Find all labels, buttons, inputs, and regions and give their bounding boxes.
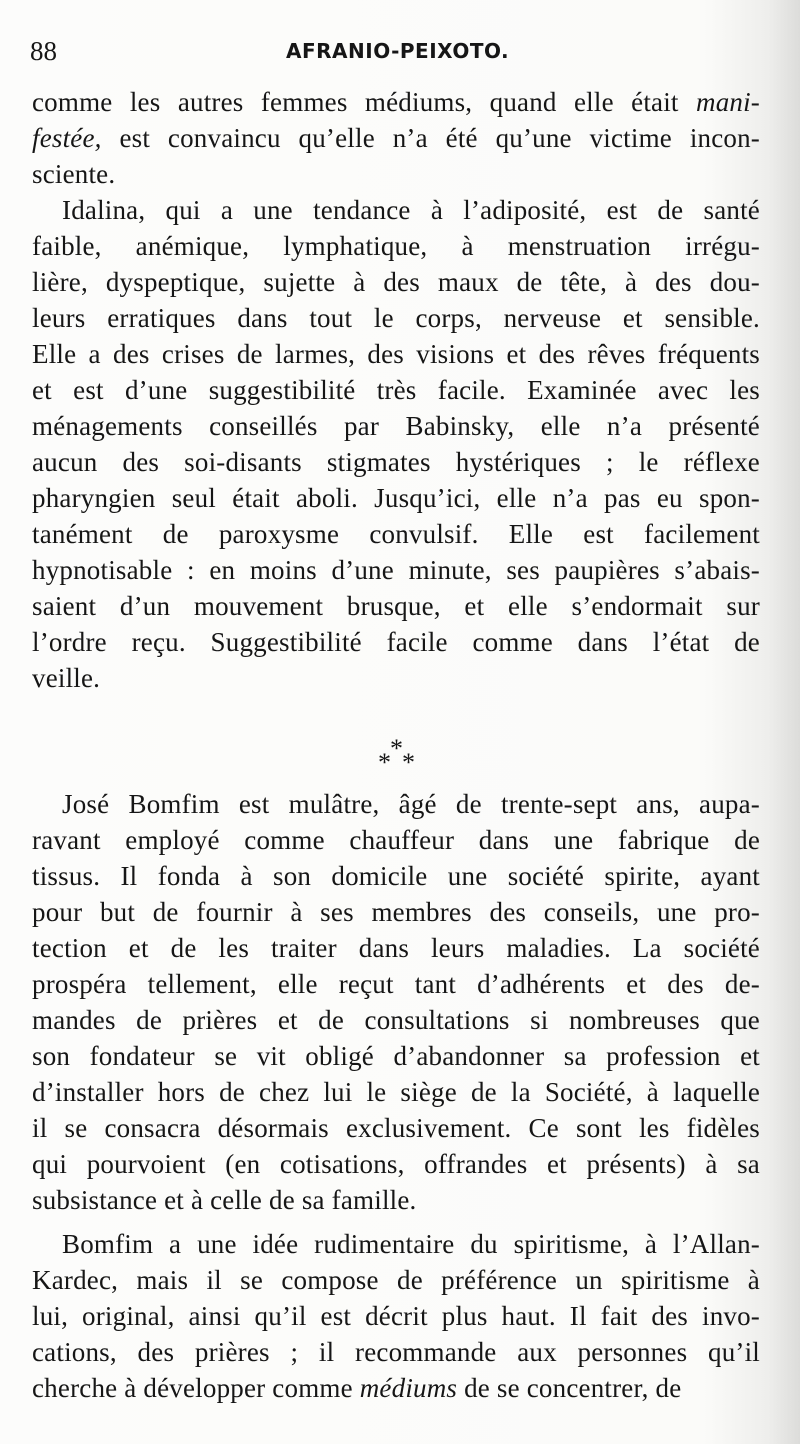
italic-segment: mani- <box>696 87 760 117</box>
text-line <box>32 624 760 660</box>
text-line <box>32 552 760 588</box>
text-line <box>62 1226 760 1262</box>
text-segment: leurs erratiques dans tout le corps, nerveuse et sensible. <box>32 303 760 333</box>
text-line <box>32 1334 760 1370</box>
text-line <box>32 372 760 408</box>
text-line <box>32 1182 760 1218</box>
text-line <box>32 858 760 894</box>
text-segment: sciente. <box>32 159 116 189</box>
text-line <box>32 336 760 372</box>
text-line <box>32 1262 760 1298</box>
text-segment: et est d’une suggestibilité très facile. Examinée avec les <box>32 375 760 405</box>
text-line <box>32 894 760 930</box>
text-segment: ravant employé comme chauffeur dans une fabrique de <box>32 825 760 855</box>
text-line <box>32 264 760 300</box>
text-line <box>32 1038 760 1074</box>
text-line <box>32 516 760 552</box>
text-line <box>32 822 760 858</box>
text-line <box>32 1074 760 1110</box>
text-segment: Kardec, mais il se compose de préférence un spiritisme à <box>32 1265 760 1295</box>
text-line <box>32 300 760 336</box>
page-header <box>30 36 770 72</box>
text-segment: cherche à développer comme <box>32 1373 360 1403</box>
text-segment: ménagements conseillés par Babinsky, elle n’a présenté <box>32 411 760 441</box>
text-segment: hypnotisable : en moins d’une minute, ses paupières s’abais- <box>32 555 760 585</box>
text-segment: cations, des prières ; il recommande aux personnes qu’il <box>32 1337 760 1367</box>
text-segment: prospéra tellement, elle reçut tant d’adhérents et des de- <box>32 969 760 999</box>
text-segment: comme les autres femmes médiums, quand elle était <box>32 87 696 117</box>
text-segment: tection et de les traiter dans leurs maladies. La société <box>32 933 760 963</box>
text-segment: est convaincu qu’elle n’a été qu’une victime incon- <box>101 123 760 153</box>
text-line <box>32 1002 760 1038</box>
text-line <box>32 1370 760 1406</box>
text-segment: mandes de prières et de consultations si nombreuses que <box>32 1005 760 1035</box>
text-segment: Elle a des crises de larmes, des visions et des rêves fréquents <box>32 339 760 369</box>
text-segment: José Bomfim est mulâtre, âgé de trente-sept ans, aupa- <box>62 789 760 819</box>
asterism-star-top: * <box>390 734 403 763</box>
text-segment: l’ordre reçu. Suggestibilité facile comme dans l’état de <box>32 627 760 657</box>
text-segment: pour but de fournir à ses membres des conseils, une pro- <box>32 897 760 927</box>
text-segment: son fondateur se vit obligé d’abandonner sa profession et <box>32 1041 760 1071</box>
text-line <box>32 966 760 1002</box>
asterism-star-right: * <box>402 748 415 777</box>
text-segment: subsistance et à celle de sa famille. <box>32 1185 417 1215</box>
running-head: AFRANIO-PEIXOTO. <box>286 39 510 63</box>
text-segment: qui pourvoient (en cotisations, offrandes et présents) à sa <box>32 1149 760 1179</box>
text-segment: veille. <box>32 663 101 693</box>
text-segment: aucun des soi-disants stigmates hystériques ; le réflexe <box>32 447 760 477</box>
text-line <box>62 786 760 822</box>
text-segment: tissus. Il fonda à son domicile une société spirite, ayant <box>32 861 760 891</box>
text-segment: lière, dyspeptique, sujette à des maux de tête, à des dou- <box>32 267 760 297</box>
text-line <box>32 480 760 516</box>
section-asterism <box>360 734 440 782</box>
text-segment: faible, anémique, lymphatique, à menstruation irrégu- <box>32 231 760 261</box>
text-line <box>32 84 760 120</box>
text-line <box>32 660 760 696</box>
text-segment: saient d’un mouvement brusque, et elle s’endormait sur <box>32 591 760 621</box>
page-number: 88 <box>30 36 57 66</box>
text-segment: d’installer hors de chez lui le siège de la Société, à laquelle <box>32 1077 760 1107</box>
text-line <box>32 156 760 192</box>
text-segment: tanément de paroxysme convulsif. Elle est facilement <box>32 519 760 549</box>
text-line <box>32 1298 760 1334</box>
text-segment: pharyngien seul était aboli. Jusqu’ici, elle n’a pas eu spon- <box>32 483 760 513</box>
text-line <box>62 192 760 228</box>
text-line <box>32 930 760 966</box>
text-segment: Idalina, qui a une tendance à l’adiposité, est de santé <box>62 195 760 225</box>
text-line <box>32 1146 760 1182</box>
text-line <box>32 408 760 444</box>
text-segment: Bomfim a une idée rudimentaire du spiritisme, à l’Allan- <box>62 1229 760 1259</box>
text-line <box>32 120 760 156</box>
italic-segment: médiums <box>359 1373 458 1403</box>
text-line <box>32 1110 760 1146</box>
text-line <box>32 588 760 624</box>
text-line <box>32 444 760 480</box>
italic-segment: festée, <box>32 123 102 153</box>
asterism-star-left: * <box>378 748 391 777</box>
text-segment: il se consacra désormais exclusivement. Ce sont les fidèles <box>32 1113 760 1143</box>
text-segment: lui, original, ainsi qu’il est décrit plus haut. Il fait des invo- <box>32 1301 760 1331</box>
text-line <box>32 228 760 264</box>
text-segment: de se concentrer, de <box>457 1373 682 1403</box>
